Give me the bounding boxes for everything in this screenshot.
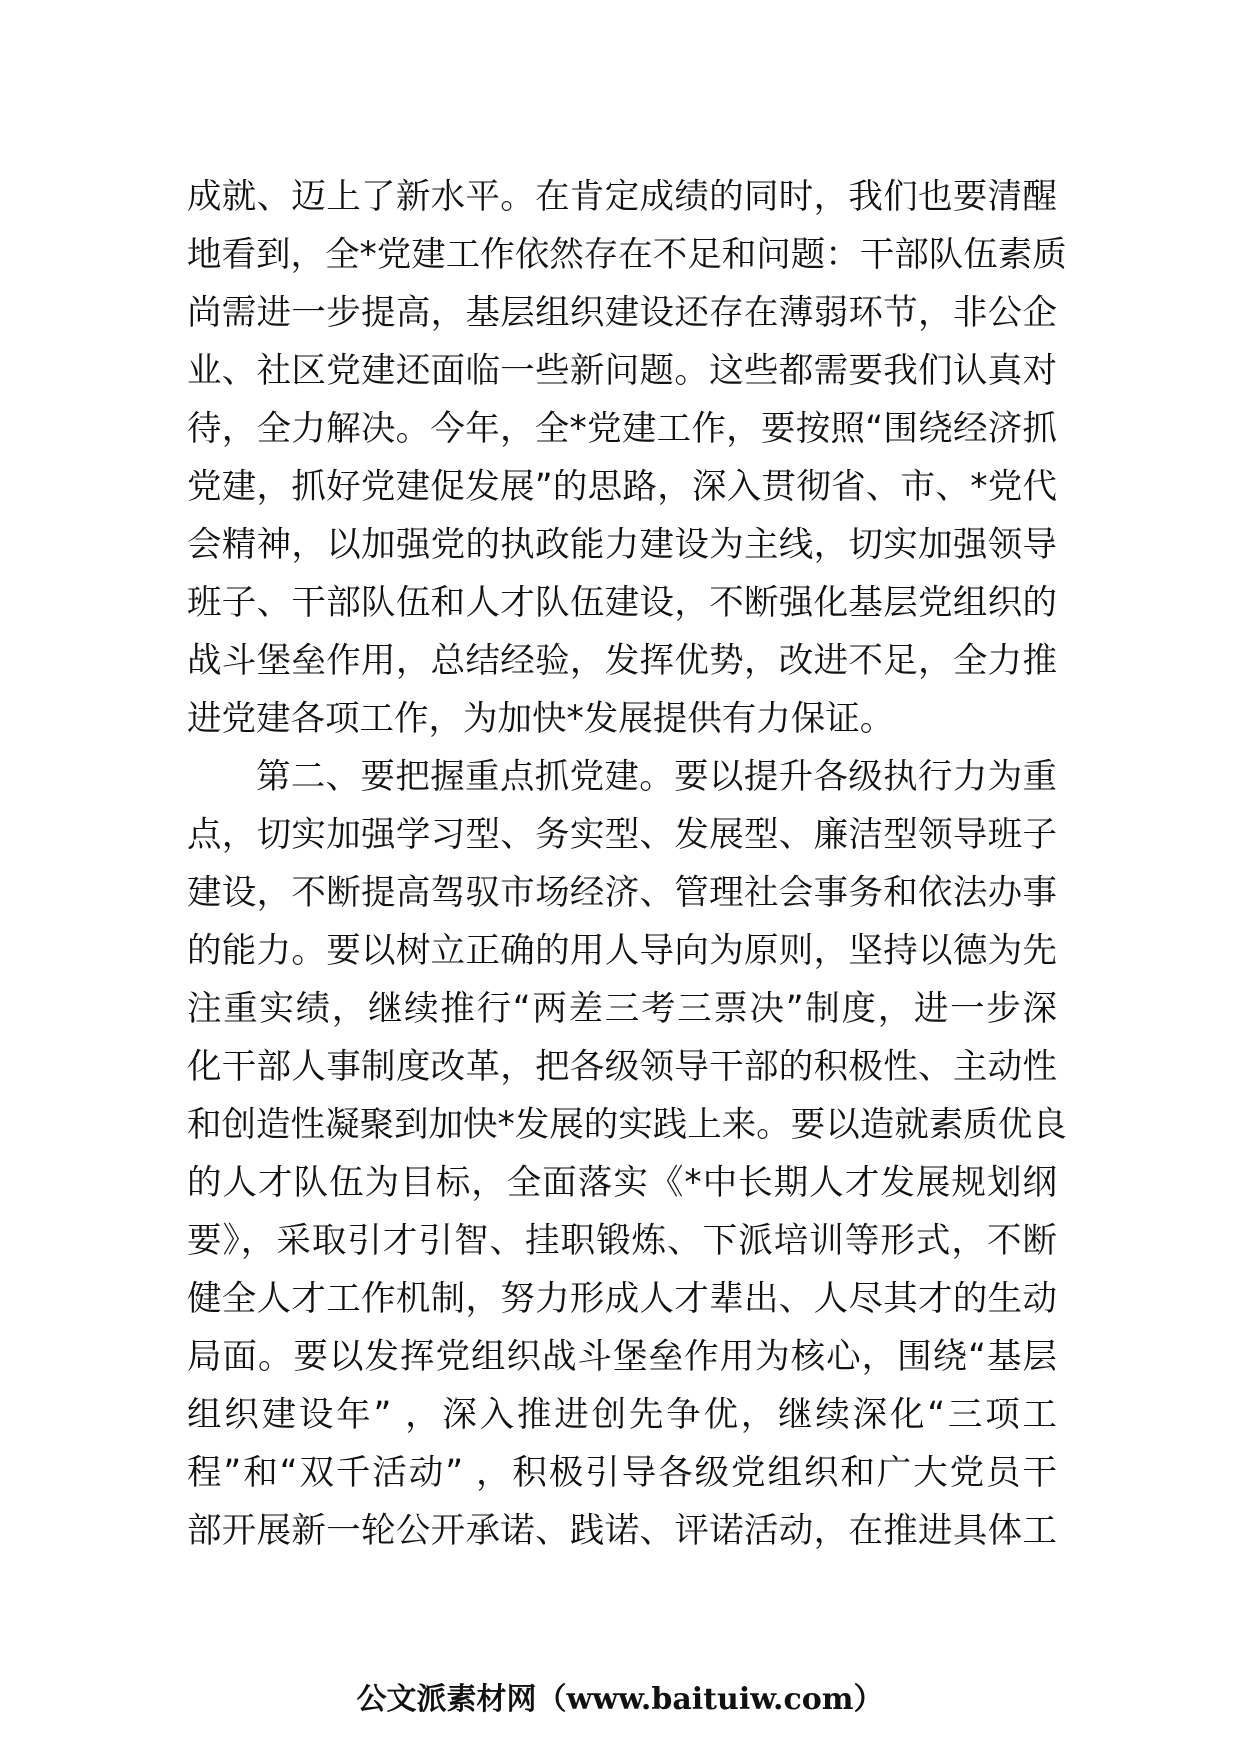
text-line: 建设，不断提高驾驭市场经济、管理社会事务和依法办事 xyxy=(187,873,1057,913)
text-line: 注重实绩，继续推行“两差三考三票决”制度，进一步深 xyxy=(187,989,1057,1029)
text-line: 程”和“双千活动” ，积极引导各级党组织和广大党员干 xyxy=(187,1453,1057,1493)
text-line: 健全人才工作机制，努力形成人才辈出、人尽其才的生动 xyxy=(187,1279,1057,1319)
text-line: 班子、干部队伍和人才队伍建设，不断强化基层党组织的 xyxy=(187,583,1057,623)
text-line: 组织建设年” ，深入推进创先争优，继续深化“三项工 xyxy=(187,1395,1057,1435)
text-line: 点，切实加强学习型、务实型、发展型、廉洁型领导班子 xyxy=(187,815,1057,855)
text-line: 党建，抓好党建促发展”的思路，深入贯彻省、市、*党代 xyxy=(187,467,1057,507)
body-text xyxy=(187,168,1067,1560)
text-line: 会精神，以加强党的执政能力建设为主线，切实加强领导 xyxy=(187,525,1057,565)
text-line: 的能力。要以树立正确的用人导向为原则，坚持以德为先 xyxy=(187,931,1057,971)
text-line: 要》，采取引才引智、挂职锻炼、下派培训等形式，不断 xyxy=(187,1221,1057,1261)
text-line: 业、社区党建还面临一些新问题。这些都需要我们认真对 xyxy=(187,351,1057,391)
text-line: 部开展新一轮公开承诺、践诺、评诺活动，在推进具体工 xyxy=(187,1511,1057,1551)
text-line: 战斗堡垒作用，总结经验，发挥优势，改进不足，全力推 xyxy=(187,641,1057,681)
paragraph-start-line: 第二、要把握重点抓党建。要以提升各级执行力为重 xyxy=(256,757,1057,797)
text-line: 地看到，全*党建工作依然存在不足和问题：干部队伍素质 xyxy=(187,235,1067,275)
text-line: 进党建各项工作，为加快*发展提供有力保证。 xyxy=(187,699,895,739)
text-line: 待，全力解决。今年，全*党建工作，要按照“围绕经济抓 xyxy=(187,409,1057,449)
text-line: 尚需进一步提高，基层组织建设还存在薄弱环节，非公企 xyxy=(187,293,1057,333)
text-line: 成就、迈上了新水平。在肯定成绩的同时，我们也要清醒 xyxy=(187,177,1057,217)
text-line: 化干部人事制度改革，把各级领导干部的积极性、主动性 xyxy=(187,1047,1057,1087)
text-line: 和创造性凝聚到加快*发展的实践上来。要以造就素质优良 xyxy=(187,1105,1067,1145)
footer-watermark: 公文派素材网（www.baituiw.com） xyxy=(356,1682,884,1717)
text-line: 的人才队伍为目标，全面落实《*中长期人才发展规划纲 xyxy=(187,1163,1057,1203)
text-line: 局面。要以发挥党组织战斗堡垒作用为核心，围绕“基层 xyxy=(187,1337,1057,1377)
